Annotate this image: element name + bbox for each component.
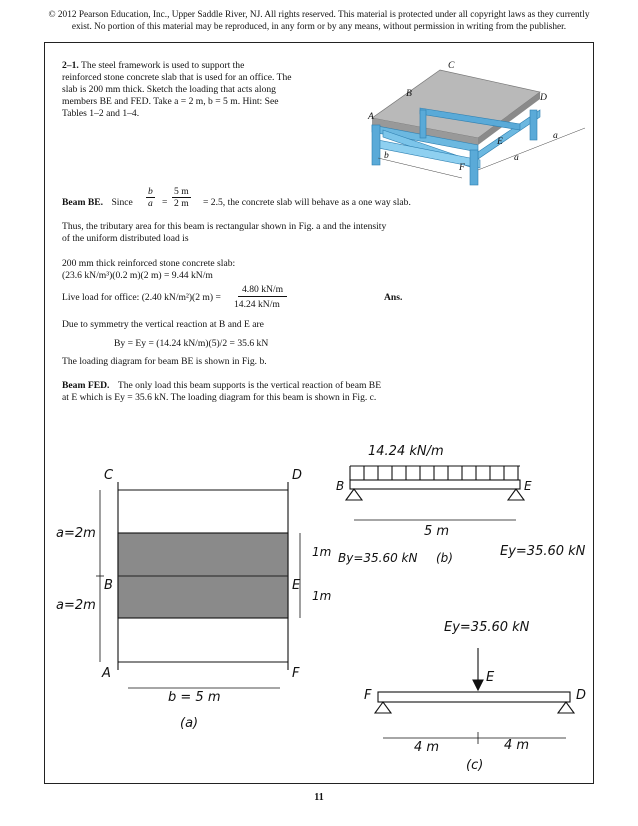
frac-5-den: 2 m: [174, 198, 189, 209]
frac-5-num: 5 m: [174, 186, 189, 197]
statement-line-1: The steel framework is used to support the: [81, 60, 245, 71]
symmetry-line: Due to symmetry the vertical reaction at B and E are: [62, 319, 264, 330]
fig-label-b-dim: b: [384, 150, 389, 161]
slab-line-2: (23.6 kN/m³)(0.2 m)(2 m) = 9.44 kN/m: [62, 270, 213, 281]
since-tail: = 2.5, the concrete slab will behave as a one way slab.: [203, 197, 411, 208]
live-load-value: 4.80 kN/m: [238, 284, 287, 297]
sketch-b-load: 14.24 kN/m: [368, 444, 444, 459]
fig-label-b: B: [406, 88, 412, 99]
sketch-a-drawing: [96, 482, 300, 688]
fig-label-d: D: [540, 92, 547, 103]
sketch-b-span: 5 m: [424, 524, 450, 539]
sketch-a-dim-b: b = 5 m: [168, 690, 221, 705]
statement-line-3: slab is 200 mm thick. Sketch the loading that acts along: [62, 84, 276, 95]
total-load-value: 14.24 kN/m: [234, 299, 280, 310]
fed-text-1: The only load this beam supports is the vertical reaction of beam BE: [117, 380, 382, 391]
sketch-a-dim-1m-bottom: 1m: [312, 589, 332, 603]
slab-line-1: 200 mm thick reinforced stone concrete slab:: [62, 258, 236, 269]
fig-label-e: E: [497, 136, 503, 147]
sketch-c-label-f: F: [364, 688, 372, 703]
beam-fed-label: Beam FED.: [62, 380, 110, 391]
live-load-line: Live load for office: (2.40 kN/m²)(2 m) =: [62, 292, 221, 303]
copyright-line-2: exist. No portion of this material may be reproduced, in any form or by any means, without permission in writing from the publisher.: [71, 22, 567, 32]
page-number: 11: [314, 792, 324, 803]
fig-label-a1: a: [553, 130, 558, 141]
statement-line-4: members BE and FED. Take a = 2 m, b = 5 m. Hint: See: [62, 96, 279, 107]
sketch-a-label-d: D: [292, 468, 303, 483]
beam-be-label: Beam BE.: [62, 197, 104, 208]
statement-line-5: Tables 1–2 and 1–4.: [62, 108, 140, 119]
since-word: Since: [111, 197, 133, 208]
sketch-a-caption: (a): [180, 716, 199, 731]
fed-line-2: at E which is Ey = 35.6 kN. The loading diagram for this beam is shown in Fig. c.: [62, 392, 377, 403]
sketch-b-label-b: B: [336, 479, 345, 493]
sketch-a-label-f: F: [292, 666, 300, 681]
sketch-c-drawing: [375, 648, 574, 744]
answer-label: Ans.: [384, 292, 403, 303]
sketch-a-label-a: A: [102, 666, 111, 681]
fig-label-c: C: [448, 60, 455, 71]
loading-b-line: The loading diagram for beam BE is shown in Fig. b.: [62, 356, 267, 367]
fig-label-a: A: [368, 111, 374, 122]
statement-line-2: reinforced stone concrete slab that is used for an office. The: [62, 72, 292, 83]
sketch-b-label-e: E: [524, 479, 532, 493]
sketch-c-span-2: 4 m: [504, 738, 530, 753]
frac-b-num: b: [148, 186, 153, 197]
sketch-b-drawing: [346, 466, 524, 520]
sketch-c-label-d: D: [576, 688, 587, 703]
sketch-c-label-e: E: [486, 670, 495, 685]
sketch-c-caption: (c): [466, 758, 484, 773]
sketch-a-dim-a-top: a=2m: [56, 526, 96, 541]
sketch-a-dim-1m-top: 1m: [312, 545, 332, 559]
sketch-c-span-1: 4 m: [414, 740, 440, 755]
fig-label-f: F: [459, 162, 465, 173]
sketch-a-dim-a-bottom: a=2m: [56, 598, 96, 613]
sketch-b-caption: (b): [436, 551, 453, 565]
sketch-c-load-ey: Ey=35.60 kN: [444, 620, 530, 635]
tributary-line-2: of the uniform distributed load is: [62, 233, 189, 244]
reaction-equation: By = Ey = (14.24 kN/m)(5)/2 = 35.6 kN: [114, 338, 269, 349]
frac-b-den: a: [148, 198, 153, 209]
problem-number: 2–1.: [62, 60, 79, 71]
sketch-a-label-c: C: [104, 468, 114, 483]
sketch-a-label-b: B: [104, 578, 113, 593]
sketch-b-reaction-ey: Ey=35.60 kN: [500, 544, 586, 559]
tributary-line-1: Thus, the tributary area for this beam is rectangular shown in Fig. a and the intensity: [62, 221, 387, 232]
copyright-line-1: © 2012 Pearson Education, Inc., Upper Saddle River, NJ. All rights reserved. This material is protected under all copyright laws as they currently: [48, 10, 590, 20]
fig-label-a2: a: [514, 152, 519, 163]
sketch-b-reaction-by: By=35.60 kN: [338, 551, 418, 565]
sketch-a-label-e: E: [292, 578, 301, 593]
equals-sign: =: [162, 197, 168, 208]
